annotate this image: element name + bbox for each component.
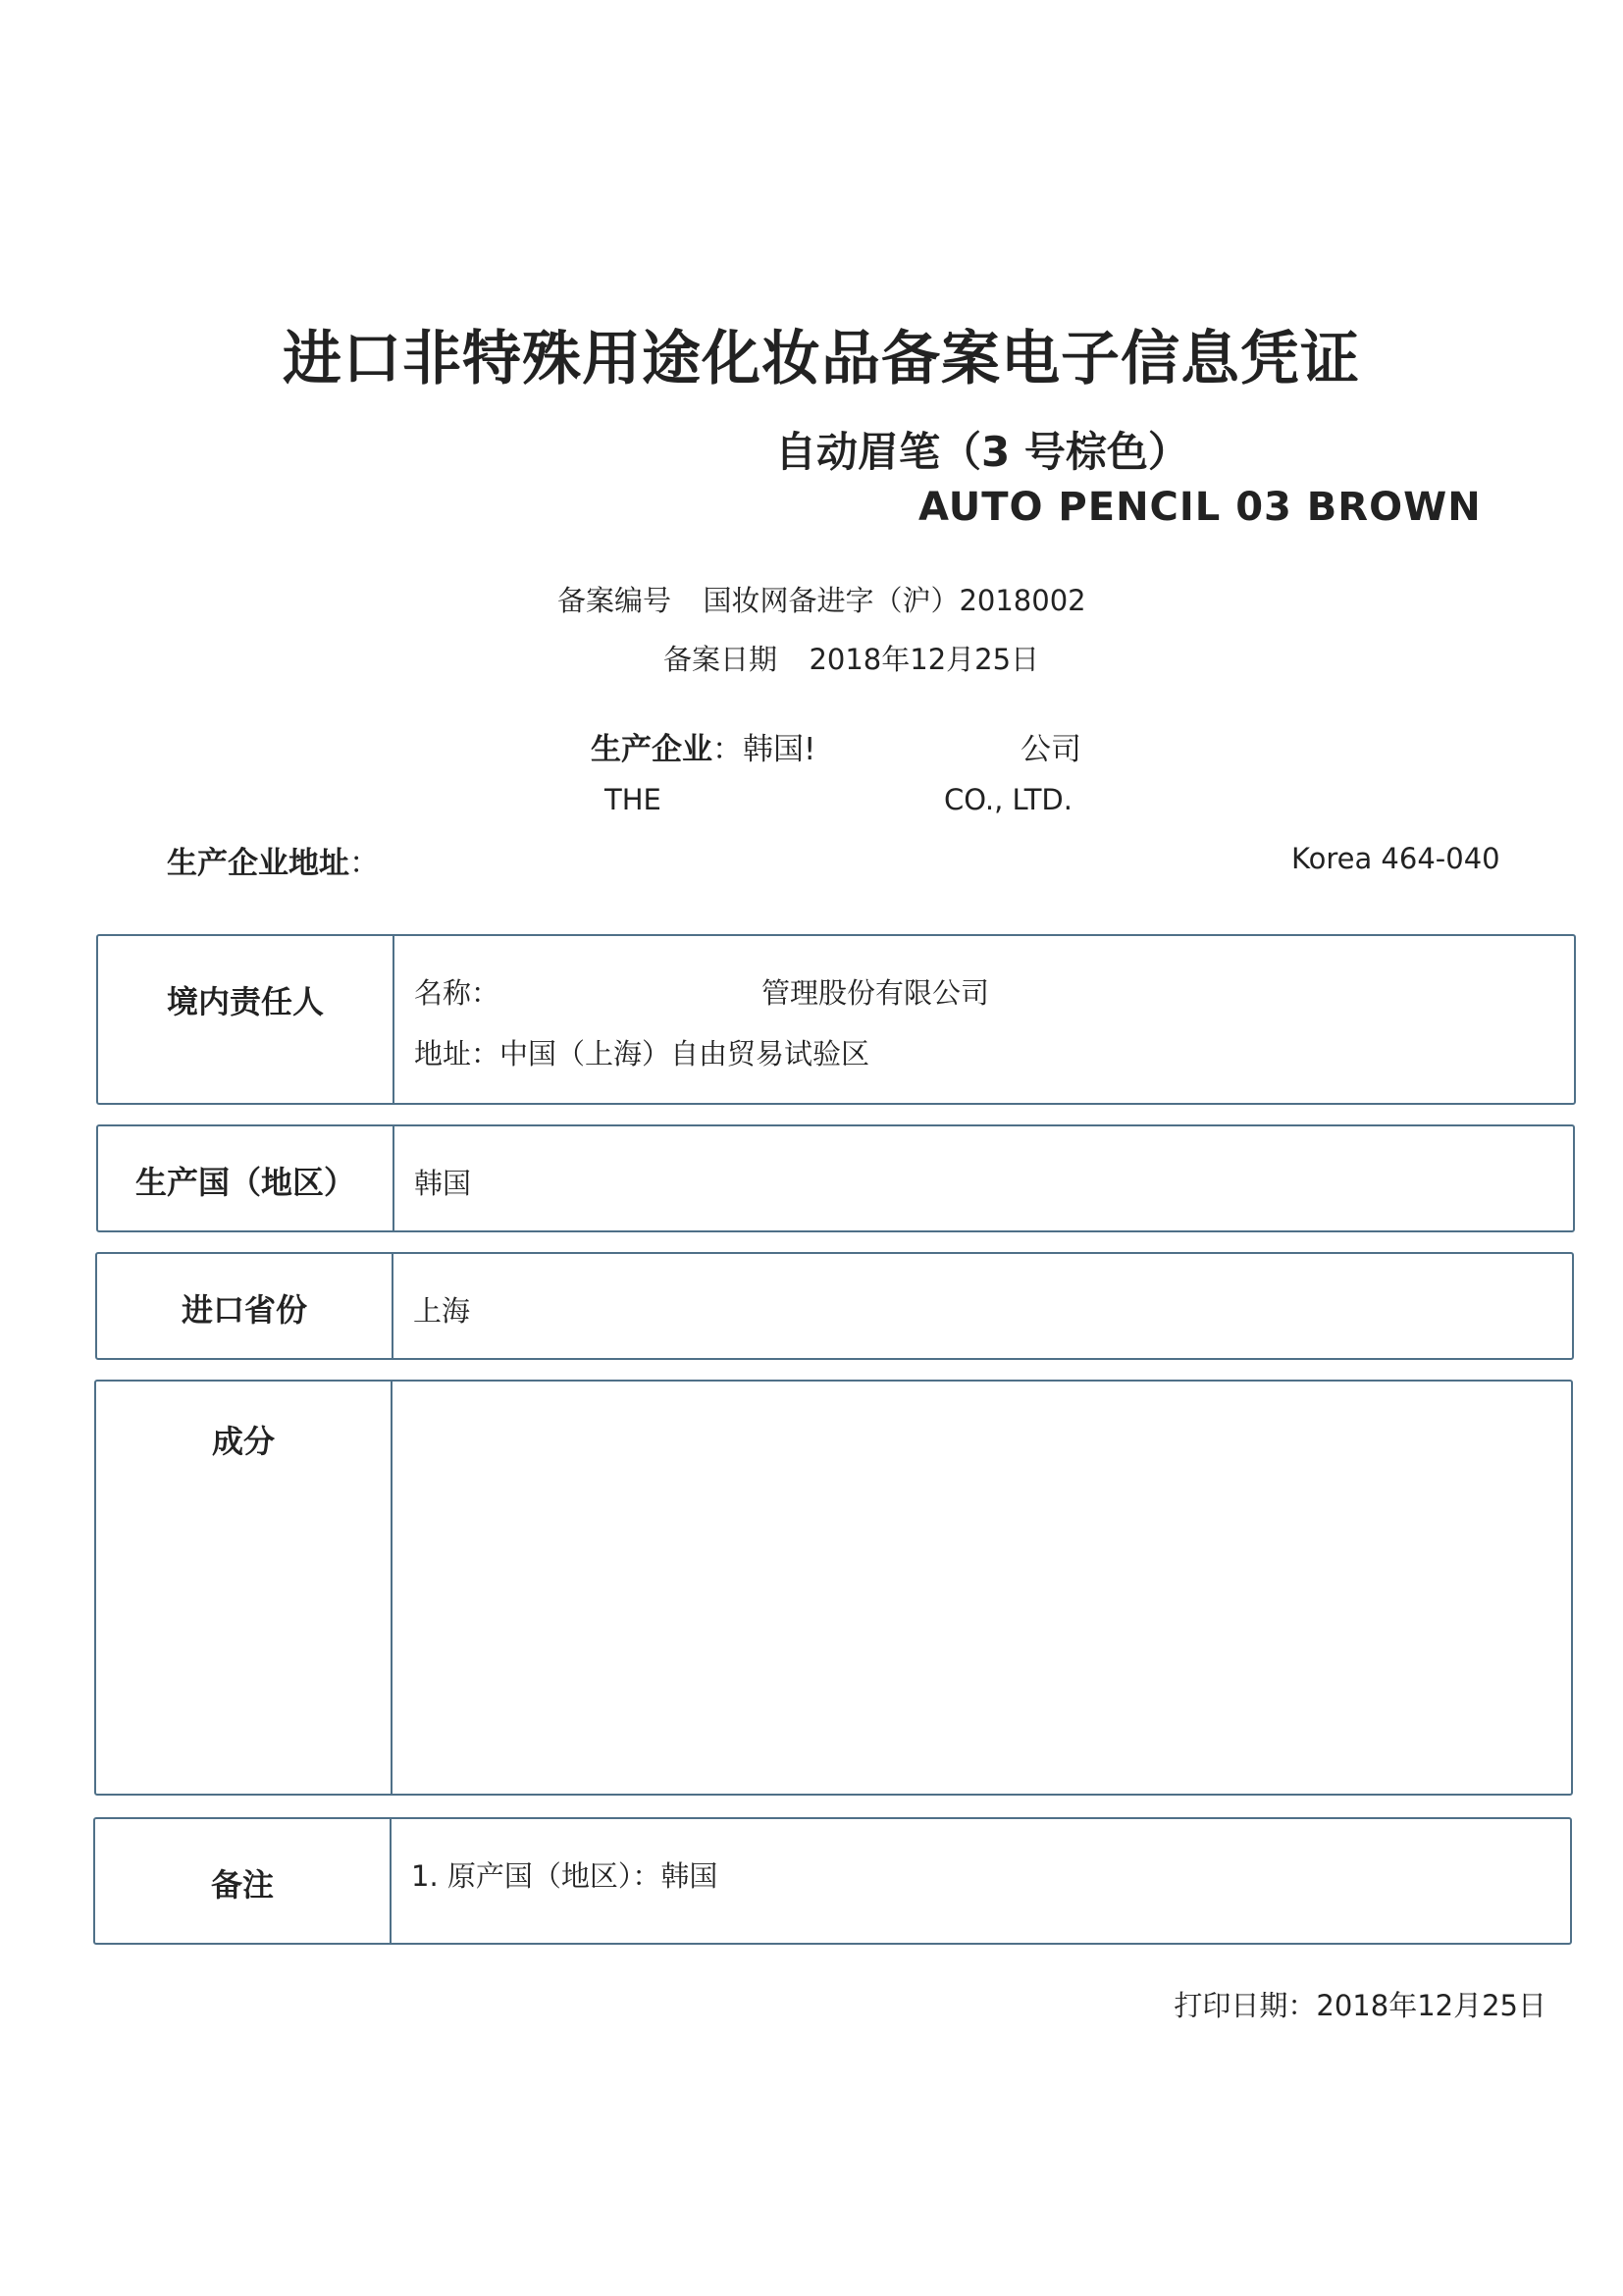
filing-date-value: 2018年12月25日 xyxy=(809,643,1040,676)
manufacturer-name-en-end: CO., LTD. xyxy=(944,783,1073,816)
manufacturer-colon: ： xyxy=(712,732,743,767)
responsible-person-label: 境内责任人 xyxy=(98,936,394,1103)
filing-number-value: 国妆网备进字（沪）2018002 xyxy=(703,584,1086,617)
remarks-label: 备注 xyxy=(95,1819,392,1943)
manufacturer-address-label: 生产企业地址 xyxy=(167,846,349,881)
import-province-row xyxy=(95,1252,1574,1360)
filing-number-row xyxy=(557,579,1086,619)
import-province-value: 上海 xyxy=(413,1294,471,1328)
origin-country-value: 韩国 xyxy=(414,1167,472,1200)
manufacturer-name-cn-end: 公司 xyxy=(1021,732,1081,767)
product-name-cn: 自动眉笔（3 号棕色） xyxy=(775,428,1189,476)
document-title: 进口非特殊用途化妆品备案电子信息凭证 xyxy=(283,325,1360,393)
ingredients-row xyxy=(94,1380,1573,1796)
responsible-person-name-value: 管理股份有限公司 xyxy=(761,976,990,1010)
responsible-person-name-label: 名称： xyxy=(414,976,500,1010)
remarks-value: 1. 原产国（地区）：韩国 xyxy=(411,1859,718,1893)
remarks-row xyxy=(93,1817,1572,1945)
ingredients-label: 成分 xyxy=(96,1382,393,1794)
filing-date-row xyxy=(663,638,1039,678)
manufacturer-row xyxy=(591,724,815,768)
manufacturer-address-value: Korea 464-040 xyxy=(1291,842,1500,875)
manufacturer-name-en-start: THE xyxy=(604,783,661,816)
filing-date-label: 备案日期 xyxy=(663,643,778,676)
print-date: 打印日期：2018年12月25日 xyxy=(1174,1989,1546,2022)
responsible-person-row xyxy=(96,934,1576,1105)
manufacturer-address-row xyxy=(167,838,380,882)
import-province-label: 进口省份 xyxy=(97,1254,393,1358)
manufacturer-address-colon: ： xyxy=(349,846,380,881)
responsible-person-address: 地址：中国（上海）自由贸易试验区 xyxy=(414,1037,870,1070)
origin-country-row xyxy=(96,1124,1575,1232)
filing-number-label: 备案编号 xyxy=(557,584,672,617)
product-name-en: AUTO PENCIL 03 BROWN xyxy=(918,485,1482,530)
manufacturer-label: 生产企业 xyxy=(591,732,712,767)
manufacturer-name-cn-start: 韩国! xyxy=(743,732,816,767)
origin-country-label: 生产国（地区） xyxy=(98,1126,394,1230)
